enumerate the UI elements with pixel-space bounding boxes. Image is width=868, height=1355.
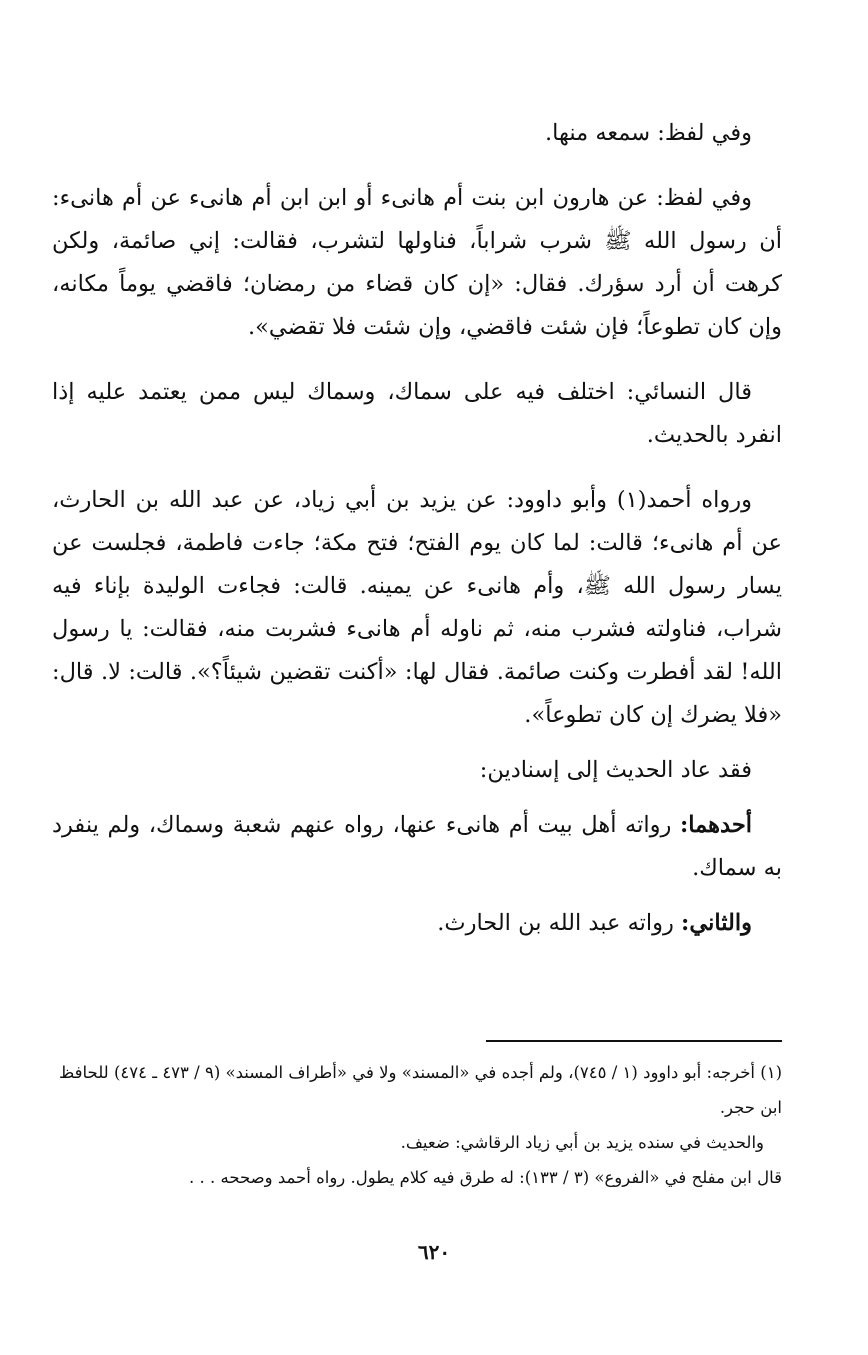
paragraph-1: وفي لفظ: سمعه منها. [544, 120, 752, 146]
page-number: ٦٢٠ [417, 1240, 451, 1264]
paragraph-5: فقد عاد الحديث إلى إسنادين: [479, 757, 752, 783]
footnote-divider [486, 1040, 782, 1042]
first-chain-label: أحدهما: [679, 812, 752, 838]
main-text [52, 112, 782, 945]
paragraph-2: وفي لفظ: عن هارون ابن بنت أم هانىء أو ابن ابن أم هانىء عن أم هانىء: أن رسول الله ﷺ شرب شراباً، فناولها لتشرب، فقالت: إني صائمة، ولكن كرهت أن أرد سؤرك. فقال: «إن كان قضاء من رمضان؛ فاقضي يوماً مكانه، وإن كان تطوعاً؛ فإن شئت فاقضي، وإن شئت فلا تقضي». [52, 185, 782, 340]
first-chain-text: رواته أهل بيت أم هانىء عنها، رواه عنهم شعبة وسماك، ولم ينفرد به سماك. [52, 812, 782, 881]
paragraph-4: ورواه أحمد(١) وأبو داوود: عن يزيد بن أبي زياد، عن عبد الله بن الحارث، عن أم هانىء؛ قالت: لما كان يوم الفتح؛ فتح مكة؛ جاءت فاطمة، فجلست عن يسار رسول الله ﷺ، وأم هانىء عن يمينه. قالت: فجاءت الوليدة بإناء فيه شراب، فناولته فشرب منه، ثم ناوله أم هانىء فشربت منه، فقالت: يا رسول الله! لقد أفطرت وكنت صائمة. فقال لها: «أكنت تقضين شيئاً؟». قالت: لا. قال: «فلا يضرك إن كان تطوعاً». [52, 487, 782, 728]
footnote-1: (١) أخرجه: أبو داوود (١ / ٧٤٥)، ولم أجده في «المسند» ولا في «أطراف المسند» (٩ / ٤٧٣ ـ ٤٧٤) للحافظ ابن حجر. [58, 1063, 782, 1117]
paragraph-3: قال النسائي: اختلف فيه على سماك، وسماك ليس ممن يعتمد عليه إذا انفرد بالحديث. [52, 379, 782, 448]
footnote-3: قال ابن مفلح في «الفروع» (٣ / ١٣٣): له طرق فيه كلام يطول. رواه أحمد وصححه . . . [189, 1168, 782, 1187]
footnote-2: والحديث في سنده يزيد بن أبي زياد الرقاشي: ضعيف. [400, 1133, 764, 1152]
footnotes [52, 1055, 782, 1195]
paragraph-6 [52, 804, 782, 890]
second-chain-label: والثاني: [681, 910, 752, 936]
second-chain-text: رواته عبد الله بن الحارث. [437, 910, 682, 936]
paragraph-7 [52, 902, 782, 945]
